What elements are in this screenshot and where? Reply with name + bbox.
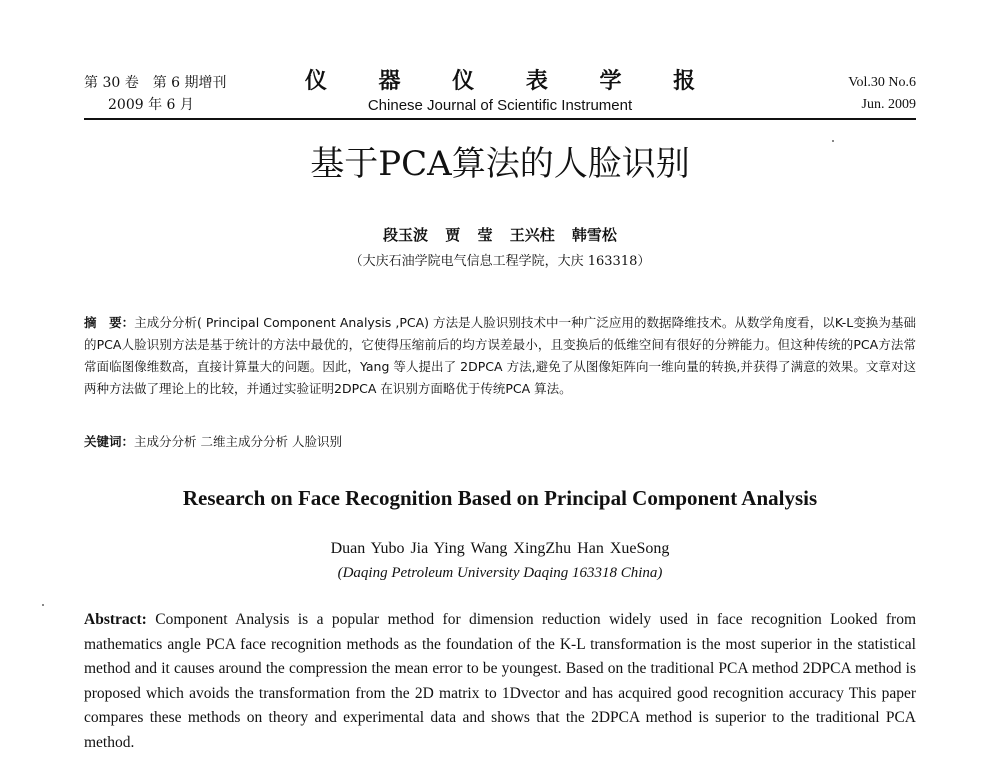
- date-cn: 2009 年 6 月: [108, 97, 194, 113]
- affiliation-en: (Daqing Petroleum University Daqing 163318 China): [337, 565, 663, 581]
- journal-name-cn: 仪 器 仪 表 学 报: [304, 68, 718, 94]
- journal-header: [84, 68, 916, 116]
- volume-issue-cn: 第 30 卷 第 6 期增刊: [84, 75, 227, 91]
- abstract-en-text: Component Analysis is a popular method for dimension reduction widely used in face recognition Looked from mathematics angle PCA face recognition methods as the foundation of the K-L transformation is the most superior in the statistical method and it causes around the compression the mean error to be youngest. Based on the traditional PCA method 2DPCA method is proposed which avoids the transformation from the 2D matrix to 1Dvector and has acquired good recognition accuracy This paper compares these methods on theory and experimental data and shows that the 2DPCA method is superior to the traditional PCA method.: [84, 611, 916, 751]
- abstract-cn-text: 主成分分析( Principal Component Analysis ,PCA) 方法是人脸识别技术中一种广泛应用的数据降维技术。从数学角度看，以K-L变换为基础的PCA人脸识别方法是基于统计的方法中最优的，它使得压缩前后的均方误差最小，且变换后的低维空间有很好的分辨能力。但这种传统的PCA方法常常面临图像维数高，直接计算量大的问题。因此，Yang 等人提出了 2DPCA 方法,避免了从图像矩阵向一维向量的转换,并获得了满意的效果。文章对这两种方法做了理论上的比较，并通过实验证明2DPCA 在识别方面略优于传统PCA 算法。: [84, 315, 916, 396]
- authors-en: Duan Yubo Jia Ying Wang XingZhu Han XueSong: [330, 540, 670, 557]
- date-en: Jun. 2009: [861, 97, 916, 112]
- abstract-cn-label: 摘 要：: [84, 315, 135, 330]
- affiliation-cn: （大庆石油学院电气信息工程学院，大庆 163318）: [349, 254, 651, 269]
- header-right: [848, 72, 916, 116]
- scan-speck: [832, 140, 834, 142]
- keywords-cn-label: 关键词：: [84, 434, 135, 449]
- header-rule: [84, 118, 916, 120]
- scan-speck: [42, 604, 44, 606]
- abstract-cn: [84, 312, 916, 400]
- keywords-cn: [84, 432, 916, 452]
- paper-title-cn: 基于PCA算法的人脸识别: [310, 144, 690, 184]
- abstract-en-label: Abstract:: [84, 611, 147, 628]
- header-center: [84, 68, 916, 116]
- journal-name-en: Chinese Journal of Scientific Instrument: [367, 97, 633, 114]
- authors-cn: 段玉波 贾 莹 王兴柱 韩雪松: [383, 226, 617, 244]
- abstract-en: [84, 608, 916, 755]
- paper-title-en: Research on Face Recognition Based on Principal Component Analysis: [182, 486, 818, 510]
- keywords-cn-text: 主成分分析 二维主成分分析 人脸识别: [134, 434, 342, 449]
- volume-issue-en: Vol.30 No.6: [848, 75, 916, 90]
